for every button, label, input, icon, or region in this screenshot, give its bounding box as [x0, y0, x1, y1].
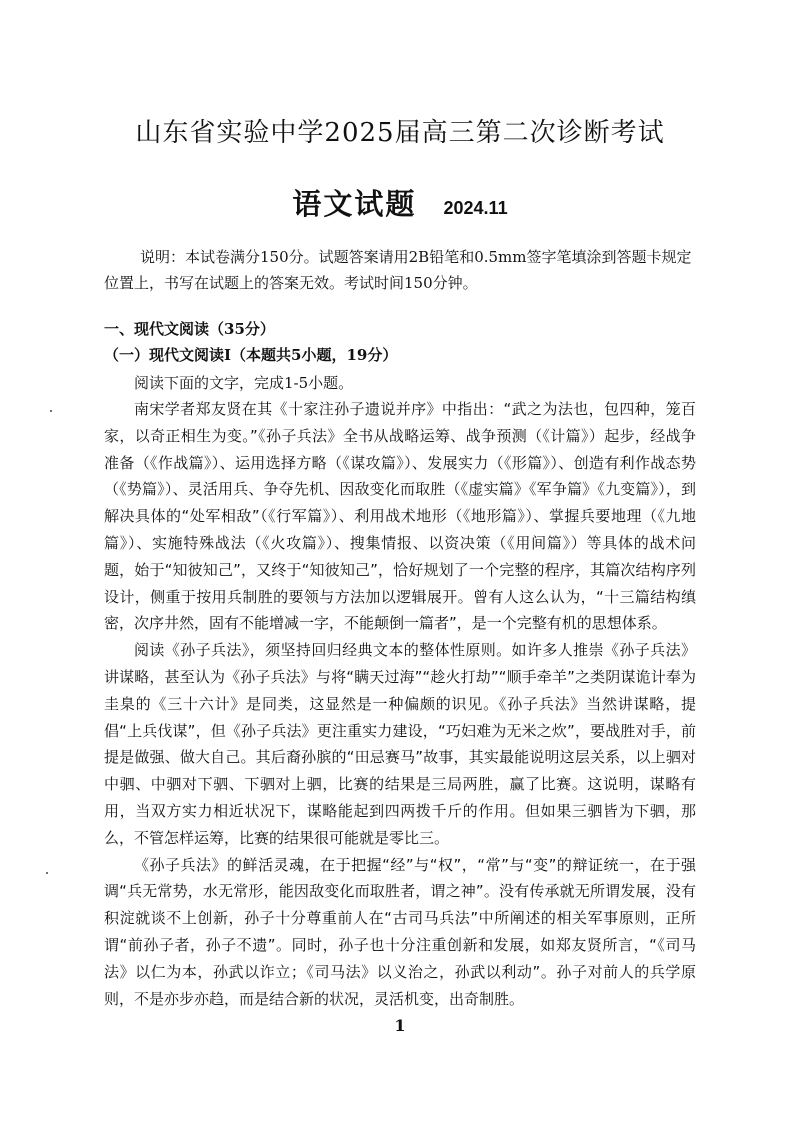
subject-line [0, 182, 800, 223]
scan-speck [46, 872, 48, 874]
reading-prompt: 阅读下面的文字，完成1-5小题。 [134, 374, 354, 392]
passage-paragraph: 阅读《孙子兵法》，须坚持回归经典文本的整体性原则。如许多人推崇《孙子兵法》讲谋略，甚至认为《孙子兵法》与将“瞒天过海”“趁火打劫”“顺手牵羊”之类阴谋诡计奉为圭臬的《三十六计》是同类，这显然是一种偏颇的识见。《孙子兵法》当然讲谋略，提倡“上兵伐谋”，但《孙子兵法》更注重实力建设，“巧妇难为无米之炊”，要战胜对手，前提是做强、做大自己。其后裔孙膑的“田忌赛马”故事，其实最能说明这层关系，以上驷对中驷、中驷对下驷、下驷对上驷，比赛的结果是三局两胜，赢了比赛。这说明，谋略有用，当双方实力相近状况下，谋略能起到四两拨千斤的作用。但如果三驷皆为下驷，那么，不管怎样运筹，比赛的结果很可能就是零比三。 [104, 641, 696, 847]
subsection-heading: （一）现代文阅读Ⅰ（本题共5小题，19分） [104, 346, 398, 364]
exam-date: 2024.11 [443, 198, 508, 218]
passage-paragraph: 南宋学者郑友贤在其《十家注孙子遗说并序》中指出：“武之为法也，包四种，笼百家，以奇正相生为变。”《孙子兵法》全书从战略运筹、战争预测（《计篇》）起步，经战争准备（《作战篇》）、运用选择方略（《谋攻篇》）、发展实力（《形篇》）、创造有利作战态势（《势篇》）、灵活用兵、争夺先机、因敌变化而取胜（《虚实篇》《军争篇》《九变篇》），到解决具体的“处军相敌”（《行军篇》）、利用战术地形（《地形篇》）、掌握兵要地理（《九地篇》）、实施特殊战法（《火攻篇》）、搜集情报、以资决策（《用间篇》）等具体的战术问题，始于“知彼知己”，又终于“知彼知己”，恰好规划了一个完整的程序，其篇次结构序列设计，侧重于按用兵制胜的要领与方法加以逻辑展开。曾有人这么认为，“十三篇结构缜密，次序井然，固有不能增减一字，不能颠倒一篇者”，是一个完整有机的思想体系。 [104, 400, 696, 633]
school-exam-title: 山东省实验中学2025届高三第二次诊断考试 [135, 118, 665, 148]
subject-title: 语文试题 [292, 187, 417, 221]
scan-speck [50, 410, 52, 412]
section-heading: 一、现代文阅读（35分） [104, 320, 275, 338]
passage-paragraph: 《孙子兵法》的鲜活灵魂，在于把握“经”与“权”，“常”与“变”的辩证统一，在于强调“兵无常势，水无常形，能因敌变化而取胜者，谓之神”。没有传承就无所谓发展，没有积淀就谈不上创新，孙子十分尊重前人在“古司马兵法”中所阐述的相关军事原则，正所谓“前孙子者，孙子不遗”。同时，孙子也十分注重创新和发展，如郑友贤所言，“《司马法》以仁为本，孙武以诈立；《司马法》以义治之，孙武以利动”。孙子对前人的兵学原则，不是亦步亦趋，而是结合新的状况，灵活机变，出奇制胜。 [104, 855, 696, 1008]
exam-instructions: 说明：本试卷满分150分。试题答案请用2B铅笔和0.5mm签字笔填涂到答题卡规定位置上，书写在试题上的答案无效。考试时间150分钟。 [104, 248, 692, 292]
reading-passage [104, 396, 696, 1012]
page-number: 1 [394, 1016, 406, 1035]
